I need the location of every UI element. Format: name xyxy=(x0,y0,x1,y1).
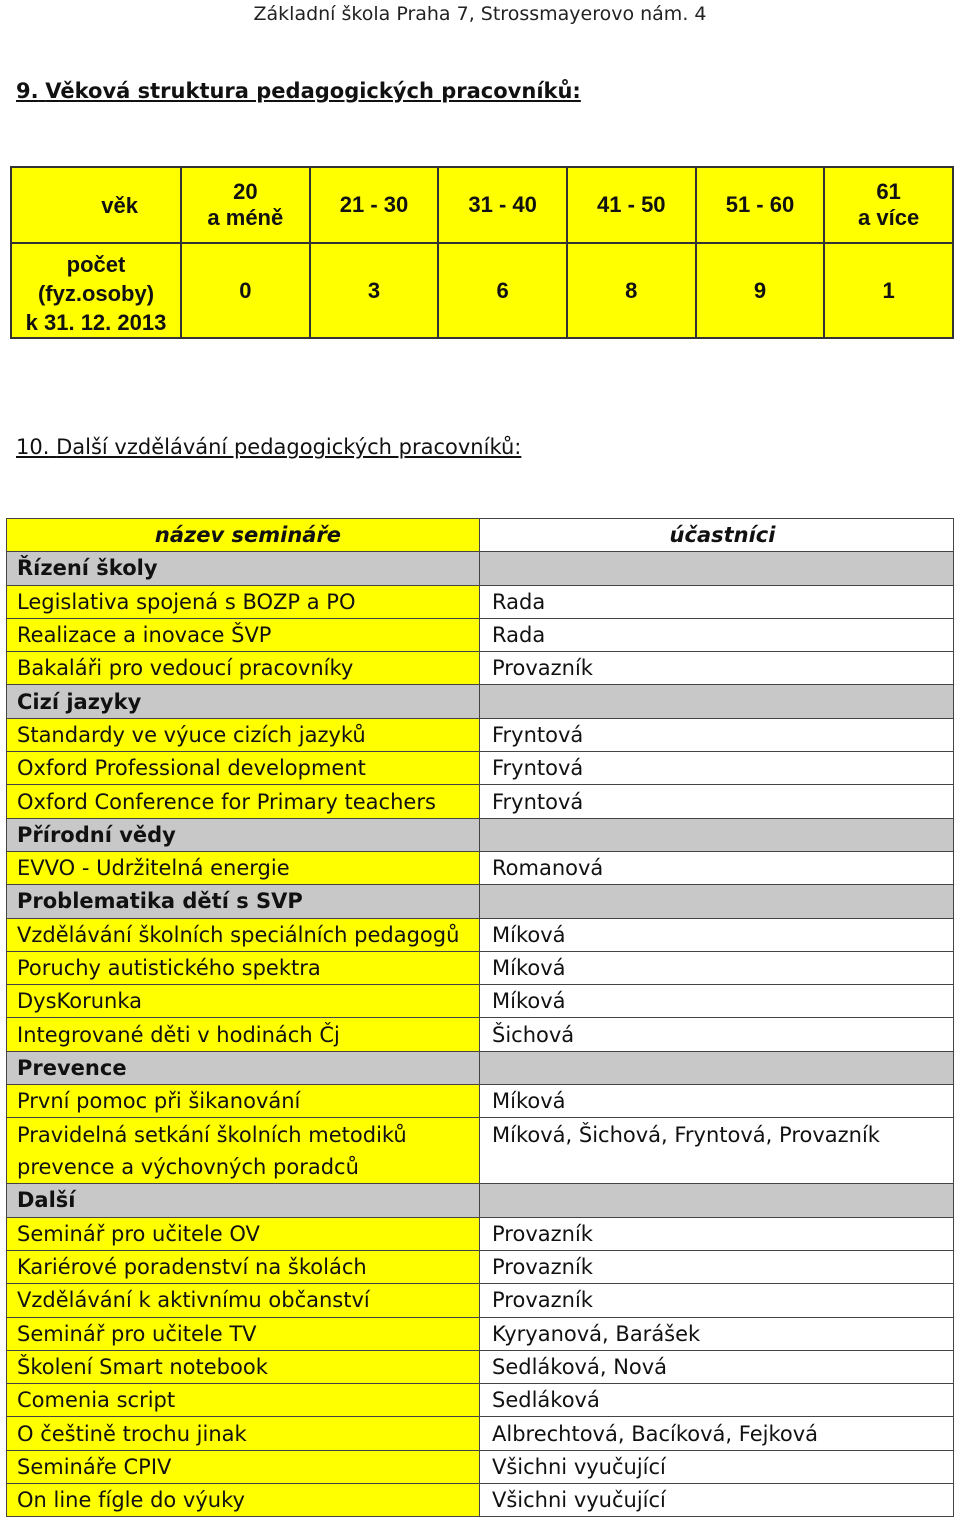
participants xyxy=(480,1184,954,1217)
participants xyxy=(480,818,954,851)
seminar-table xyxy=(6,518,954,1517)
seminar-name: EVVO - Udržitelná energie xyxy=(7,851,480,884)
section-9-title: Věková struktura pedagogických pracovníků: xyxy=(45,79,581,103)
participants: Provazník xyxy=(480,1284,954,1317)
participants: Všichni vyučující xyxy=(480,1450,954,1483)
seminar-name: Pravidelná setkání školních metodiků prevence a výchovných poradců xyxy=(7,1118,480,1184)
seminar-name: Seminář pro učitele TV xyxy=(7,1317,480,1350)
seminar-name: Bakaláři pro vedoucí pracovníky xyxy=(7,652,480,685)
participants: Sedláková, Nová xyxy=(480,1350,954,1383)
seminar-name: Comenia script xyxy=(7,1384,480,1417)
seminar-row xyxy=(7,1484,954,1517)
category-row xyxy=(7,1184,954,1217)
page-header: Základní škola Praha 7, Strossmayerovo nám. 4 xyxy=(253,3,707,25)
seminar-row xyxy=(7,585,954,618)
count-cell: 6 xyxy=(438,243,567,338)
age-label: věk xyxy=(11,167,181,243)
participants: Romanová xyxy=(480,851,954,884)
seminar-name: Oxford Professional development xyxy=(7,752,480,785)
participants: Všichni vyučující xyxy=(480,1484,954,1517)
count-row xyxy=(11,243,953,338)
section-10-heading xyxy=(16,435,521,459)
seminar-row xyxy=(7,1350,954,1383)
age-structure-table xyxy=(10,166,954,339)
participants xyxy=(480,685,954,718)
seminar-name: Integrované děti v hodinách Čj xyxy=(7,1018,480,1051)
seminar-row xyxy=(7,985,954,1018)
participants xyxy=(480,1051,954,1084)
category-row xyxy=(7,552,954,585)
age-group-cell: 20 a méně xyxy=(181,167,310,243)
seminar-row xyxy=(7,1250,954,1283)
seminar-name: Standardy ve výuce cizích jazyků xyxy=(7,718,480,751)
section-10-number: 10. xyxy=(16,435,50,459)
category-name: Řízení školy xyxy=(7,552,480,585)
seminar-name: Realizace a inovace ŠVP xyxy=(7,618,480,651)
category-name: Další xyxy=(7,1184,480,1217)
category-name: Cizí jazyky xyxy=(7,685,480,718)
seminar-row xyxy=(7,718,954,751)
seminar-name-header: název semináře xyxy=(7,519,480,552)
count-label: počet (fyz.osoby) k 31. 12. 2013 xyxy=(11,243,181,338)
participants: Provazník xyxy=(480,1217,954,1250)
count-cell: 0 xyxy=(181,243,310,338)
seminar-row xyxy=(7,618,954,651)
seminar-row xyxy=(7,1417,954,1450)
count-cell: 3 xyxy=(310,243,439,338)
seminar-name: Vzdělávání k aktivnímu občanství xyxy=(7,1284,480,1317)
seminar-row xyxy=(7,1284,954,1317)
participants: Provazník xyxy=(480,652,954,685)
participants: Míková xyxy=(480,985,954,1018)
category-name: Problematika dětí s SVP xyxy=(7,885,480,918)
count-cell: 8 xyxy=(567,243,696,338)
participants: Míková, Šichová, Fryntová, Provazník xyxy=(480,1118,954,1184)
seminar-name: Poruchy autistického spektra xyxy=(7,951,480,984)
seminar-row xyxy=(7,1018,954,1051)
age-group-cell: 51 - 60 xyxy=(696,167,825,243)
participants: Kyryanová, Barášek xyxy=(480,1317,954,1350)
participants xyxy=(480,885,954,918)
seminar-row xyxy=(7,1217,954,1250)
seminar-row xyxy=(7,951,954,984)
participants: Míková xyxy=(480,951,954,984)
seminar-name: První pomoc při šikanování xyxy=(7,1085,480,1118)
seminar-row xyxy=(7,851,954,884)
age-group-cell: 21 - 30 xyxy=(310,167,439,243)
seminar-row xyxy=(7,1450,954,1483)
seminar-name: Seminář pro učitele OV xyxy=(7,1217,480,1250)
participants xyxy=(480,552,954,585)
participants: Míková xyxy=(480,918,954,951)
participants: Fryntová xyxy=(480,785,954,818)
seminar-header-row xyxy=(7,519,954,552)
age-group-cell: 61 a více xyxy=(824,167,953,243)
seminar-row xyxy=(7,785,954,818)
section-9-heading xyxy=(16,79,581,103)
seminar-row xyxy=(7,1317,954,1350)
count-cell: 1 xyxy=(824,243,953,338)
count-cell: 9 xyxy=(696,243,825,338)
seminar-name: Oxford Conference for Primary teachers xyxy=(7,785,480,818)
category-row xyxy=(7,685,954,718)
category-name: Přírodní vědy xyxy=(7,818,480,851)
seminar-row xyxy=(7,652,954,685)
seminar-name: Vzdělávání školních speciálních pedagogů xyxy=(7,918,480,951)
age-group-cell: 41 - 50 xyxy=(567,167,696,243)
age-row xyxy=(11,167,953,243)
seminar-name: Semináře CPIV xyxy=(7,1450,480,1483)
seminar-name: On line fígle do výuky xyxy=(7,1484,480,1517)
participants: Albrechtová, Bacíková, Fejková xyxy=(480,1417,954,1450)
seminar-row xyxy=(7,1085,954,1118)
seminar-row xyxy=(7,1384,954,1417)
participants-header: účastníci xyxy=(480,519,954,552)
participants: Rada xyxy=(480,618,954,651)
participants: Fryntová xyxy=(480,718,954,751)
seminar-name: DysKorunka xyxy=(7,985,480,1018)
participants: Šichová xyxy=(480,1018,954,1051)
seminar-name: Školení Smart notebook xyxy=(7,1350,480,1383)
seminar-name: Legislativa spojená s BOZP a PO xyxy=(7,585,480,618)
participants: Sedláková xyxy=(480,1384,954,1417)
seminar-name: O češtině trochu jinak xyxy=(7,1417,480,1450)
participants: Fryntová xyxy=(480,752,954,785)
age-group-cell: 31 - 40 xyxy=(438,167,567,243)
section-9-number: 9. xyxy=(16,79,39,103)
category-row xyxy=(7,818,954,851)
participants: Rada xyxy=(480,585,954,618)
seminar-row xyxy=(7,1118,954,1184)
category-row xyxy=(7,885,954,918)
participants: Provazník xyxy=(480,1250,954,1283)
participants: Míková xyxy=(480,1085,954,1118)
category-row xyxy=(7,1051,954,1084)
seminar-name: Kariérové poradenství na školách xyxy=(7,1250,480,1283)
seminar-row xyxy=(7,752,954,785)
section-10-title: Další vzdělávání pedagogických pracovníků: xyxy=(56,435,522,459)
seminar-row xyxy=(7,918,954,951)
category-name: Prevence xyxy=(7,1051,480,1084)
